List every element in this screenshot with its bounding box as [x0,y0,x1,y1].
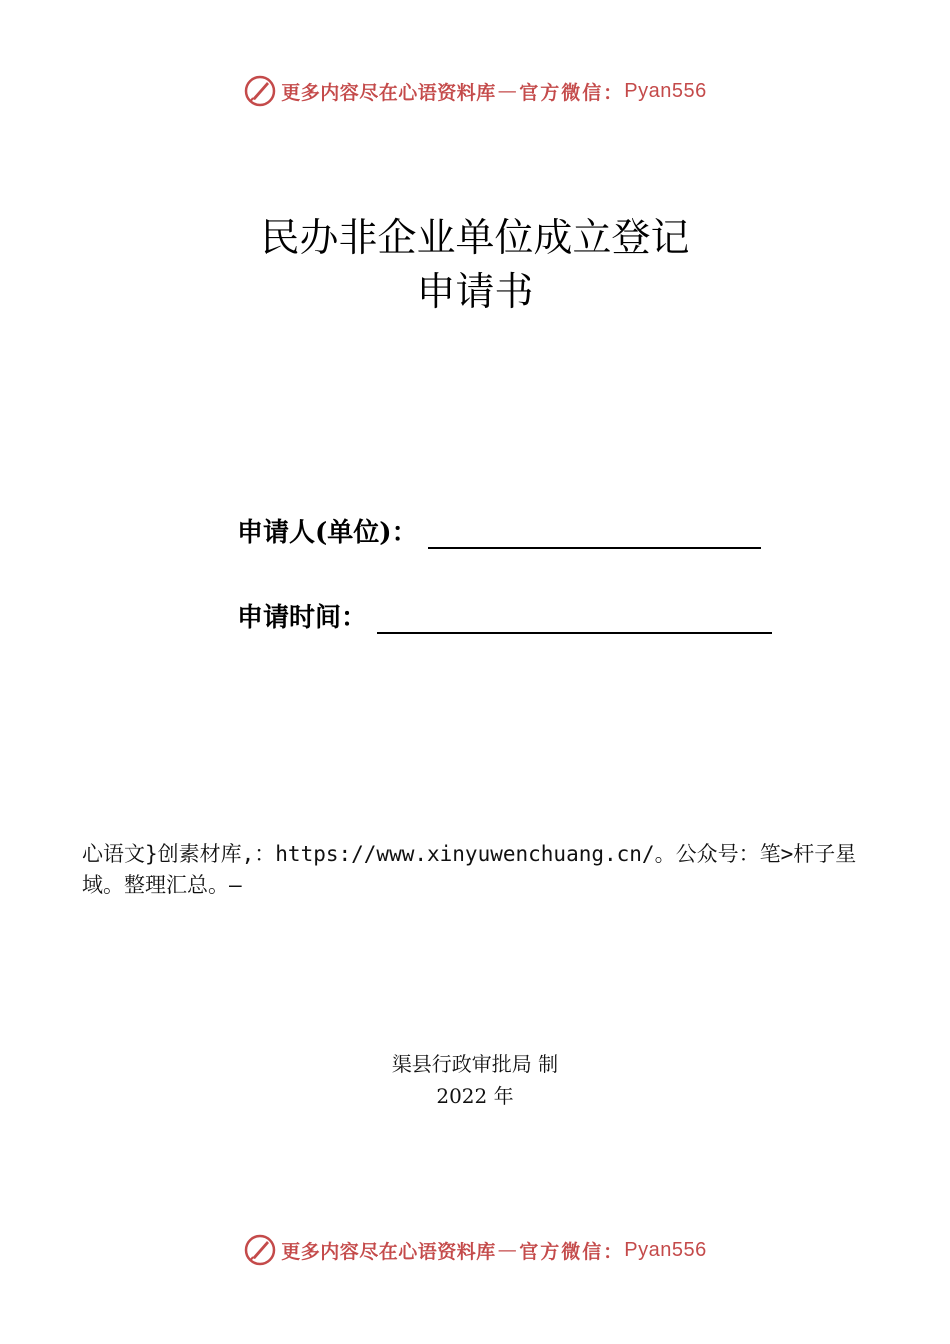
watermark-wechat-id: Pyan556 [624,79,707,102]
watermark-footer [0,1233,950,1267]
watermark-main-text: 更多内容尽在心语资料库 [281,1240,496,1263]
document-subtitle: 申请书 [416,270,534,315]
applicant-label: 申请人(单位)： [237,518,418,548]
watermark-separator: — [497,80,518,102]
watermark-main-text: 更多内容尽在心语资料库 [281,81,496,104]
watermark-separator: — [497,1239,518,1261]
date-field [237,597,772,634]
applicant-field [237,512,761,549]
date-blank-line[interactable] [377,604,772,634]
document-title: 民办非企业单位成立登记 [260,216,690,261]
quill-logo-icon [243,74,277,108]
issuer-text: 渠县行政审批局 制 [391,1052,559,1076]
quill-logo-icon [243,1233,277,1267]
watermark-wechat-label: 官方微信： [519,81,625,104]
watermark-wechat-id: Pyan556 [624,1238,707,1261]
year-text: 2022 年 [436,1084,514,1108]
watermark-header [0,74,950,108]
watermark-wechat-label: 官方微信： [519,1240,625,1263]
applicant-blank-line[interactable] [428,519,761,549]
source-note: 心语文}创素材库,：https://www.xinyuwenchuang.cn/。公众号：笔>杆子星域。整理汇总。— [82,842,857,897]
date-label: 申请时间： [237,603,368,633]
